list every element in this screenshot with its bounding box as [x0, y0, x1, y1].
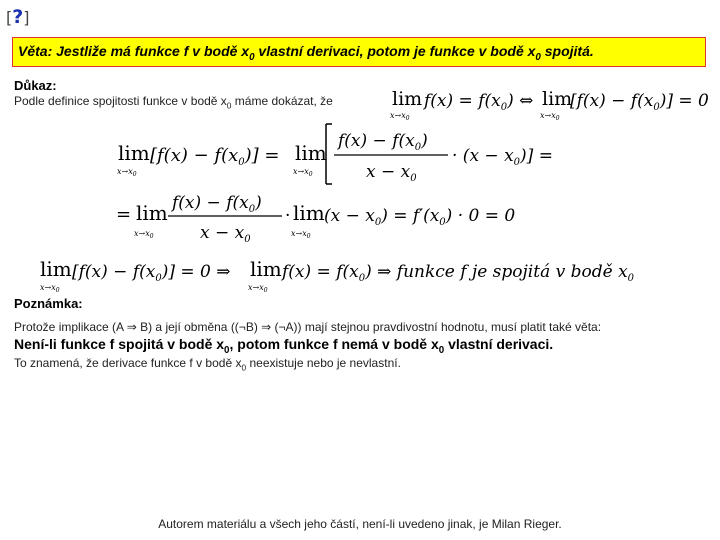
- note-emph-sub-1: 0: [224, 344, 230, 356]
- proof-intro-end: máme dokázat, že: [231, 94, 333, 108]
- theorem-sub-2: 0: [535, 51, 541, 63]
- note-contrapositive: [14, 336, 553, 356]
- theorem-sub-1: 0: [249, 51, 255, 63]
- question-icon: ?: [12, 6, 24, 28]
- note-emph-2: , potom funkce f nemá v bodě x: [229, 336, 439, 352]
- help-open-bracket: [: [6, 8, 13, 27]
- note-emph-sub-2: 0: [438, 344, 445, 356]
- proof-title: Důkaz:: [14, 78, 57, 93]
- fraction-denominator: $x - x_0$: [366, 162, 417, 184]
- lim-label: lim: [392, 88, 423, 110]
- proof-intro-text: Podle definice spojitosti funkce v bodě x: [14, 94, 227, 108]
- fraction-numerator: $f(x) - f(x_0)$: [172, 193, 262, 215]
- help-close-bracket: ]: [23, 8, 30, 27]
- lim-subscript: $x\to x_0$: [40, 283, 60, 294]
- formula-line-2: [117, 124, 553, 184]
- line1-bracket-part: $[f(x) - f(x_0)] = 0$: [570, 91, 709, 113]
- theorem-text-3: spojitá.: [540, 43, 594, 59]
- line3-equals: =: [116, 204, 132, 225]
- multiplier: · $(x - x_0)$] =: [452, 146, 553, 168]
- note-emph-3: vlastní derivaci.: [444, 336, 554, 352]
- note-title: Poznámka:: [14, 296, 83, 311]
- lim-subscript: $x\to x_0$: [134, 229, 154, 240]
- line3-dot: ·: [285, 206, 291, 226]
- formula-line-4: [40, 257, 635, 294]
- lim-subscript: $x\to x_0$: [390, 111, 410, 122]
- lim-label: lim: [118, 141, 150, 165]
- proof-intro-sub: 0: [226, 100, 232, 111]
- lim-label: lim: [250, 257, 282, 281]
- formula-line-1: [390, 88, 709, 122]
- lim-label: lim: [40, 257, 72, 281]
- note-explanation: [14, 356, 401, 372]
- line2-left: $[f(x) - f(x_0)]$ =: [150, 145, 280, 168]
- lim-subscript: $x\to x_0$: [117, 167, 137, 178]
- note-after-sub: 0: [241, 362, 247, 373]
- lim-label: lim: [136, 201, 168, 225]
- line4-bracket: $[f(x) - f(x_0)] = 0$ ⇒: [72, 262, 231, 284]
- line4-conclusion: $f(x) = f(x_0)$ ⇒ funkce f je spojitá v bodě $x_0$: [282, 262, 635, 284]
- lim-subscript: $x\to x_0$: [293, 167, 313, 178]
- note-after-1: To znamená, že derivace funkce f v bodě x: [14, 356, 242, 370]
- lim-label: lim: [542, 88, 573, 110]
- theorem-text-2: vlastní derivaci, potom je funkce v bodě x: [254, 43, 536, 59]
- formula-line-3: [116, 193, 515, 245]
- author-footer: Autorem materiálu a všech jeho částí, není-li uvedeno jinak, je Milan Rieger.: [158, 517, 562, 531]
- lim-subscript: $x\to x_0$: [291, 229, 311, 240]
- fraction-numerator: $f(x) - f(x_0)$: [338, 131, 428, 153]
- theorem-text-1: Věta: Jestliže má funkce f v bodě x: [18, 43, 250, 59]
- note-after-2: neexistuje nebo je nevlastní.: [246, 356, 401, 370]
- lim-label: lim: [295, 141, 327, 165]
- line1-eq-part: $f(x) = f(x_0)$ ⇔: [424, 91, 534, 113]
- line3-rest: $(x - x_0) = f'(x_0) \cdot 0 = 0$: [324, 206, 516, 228]
- note-text: Protože implikace (A ⇒ B) a její obměna ((¬B) ⇒ (¬A)) mají stejnou pravdivostní hodnotu, musí platit také věta:: [14, 320, 602, 334]
- lim-subscript: $x\to x_0$: [248, 283, 268, 294]
- fraction-denominator: $x - x_0$: [200, 223, 251, 245]
- note-emph-1: Není-li funkce f spojitá v bodě x: [14, 336, 225, 352]
- lim-subscript: $x\to x_0$: [540, 111, 560, 122]
- lim-label: lim: [293, 201, 325, 225]
